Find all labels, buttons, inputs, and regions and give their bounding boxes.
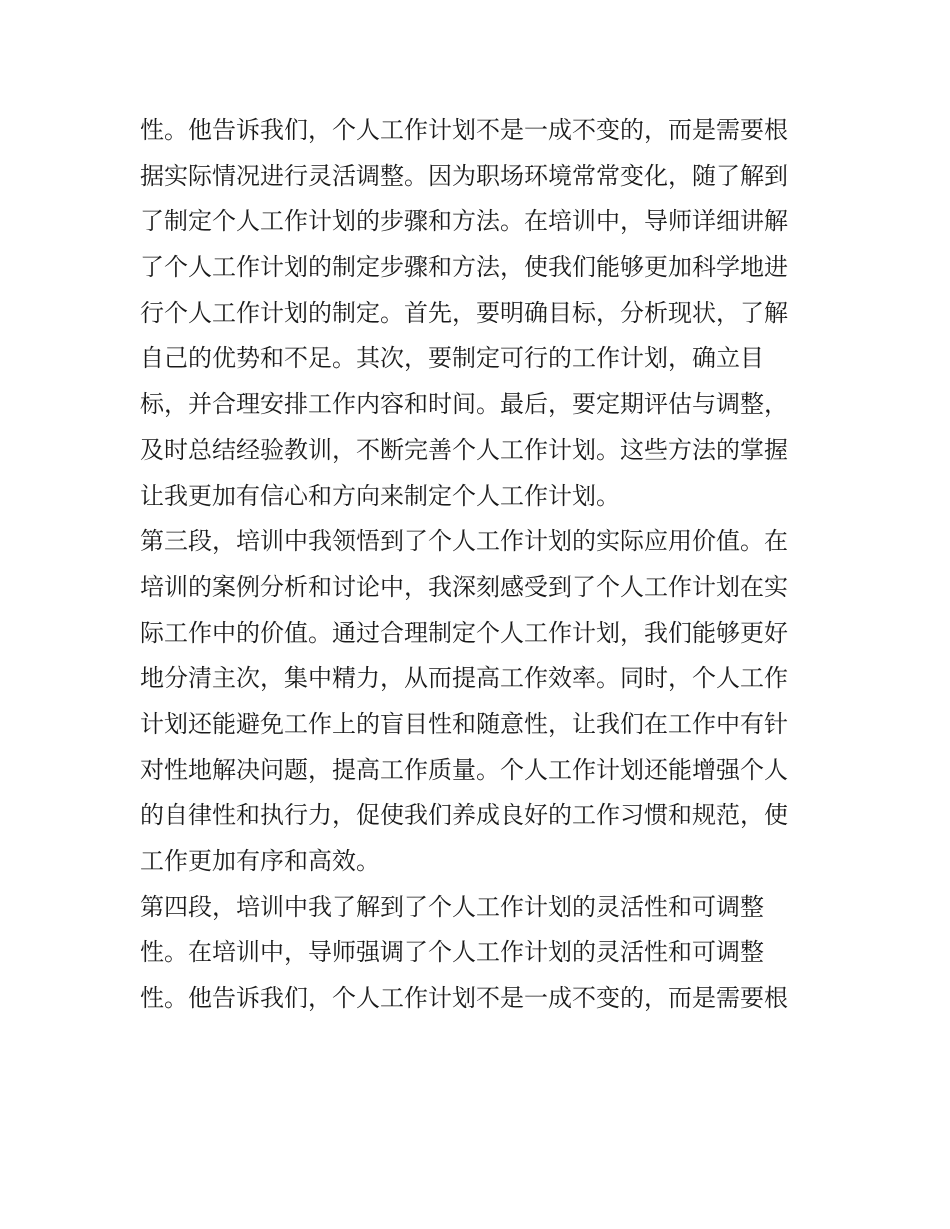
text-line: 自己的优势和不足。其次，要制定可行的工作计划，确立目 [140, 344, 764, 373]
text-line: 及时总结经验教训，不断完善个人工作计划。这些方法的掌握 [140, 435, 788, 464]
text-line: 行个人工作计划的制定。首先，要明确目标，分析现状，了解 [140, 298, 788, 327]
text-line: 据实际情况进行灵活调整。因为职场环境常常变化，随了解到 [140, 161, 788, 190]
text-line: 工作更加有序和高效。 [140, 847, 380, 875]
text-line: 的自律性和执行力，促使我们养成良好的工作习惯和规范，使 [140, 801, 788, 830]
text-line: 性。他告诉我们，个人工作计划不是一成不变的，而是需要根 [140, 116, 788, 144]
text-line: 对性地解决问题，提高工作质量。个人工作计划还能增强个人 [140, 755, 788, 784]
paragraph-three-start: 第三段，培训中我领悟到了个人工作计划的实际应用价值。在 [140, 527, 788, 556]
text-line: 培训的案例分析和讨论中，我深刻感受到了个人工作计划在实 [140, 572, 788, 601]
text-line: 了制定个人工作计划的步骤和方法。在培训中，导师详细讲解 [140, 207, 788, 236]
text-line: 际工作中的价值。通过合理制定个人工作计划，我们能够更好 [140, 618, 788, 647]
paragraph-four-start: 第四段，培训中我了解到了个人工作计划的灵活性和可调整 [140, 892, 764, 921]
text-line: 地分清主次，集中精力，从而提高工作效率。同时，个人工作 [140, 664, 788, 693]
text-line: 了个人工作计划的制定步骤和方法，使我们能够更加科学地进 [140, 253, 788, 282]
text-line: 让我更加有信心和方向来制定个人工作计划。 [140, 481, 620, 510]
text-line: 计划还能避免工作上的盲目性和随意性，让我们在工作中有针 [140, 709, 788, 738]
text-line: 标，并合理安排工作内容和时间。最后，要定期评估与调整， [140, 390, 788, 419]
body-text [140, 108, 820, 1022]
text-line: 性。在培训中，导师强调了个人工作计划的灵活性和可调整 [140, 938, 764, 967]
text-line: 性。他告诉我们，个人工作计划不是一成不变的，而是需要根 [140, 984, 788, 1013]
